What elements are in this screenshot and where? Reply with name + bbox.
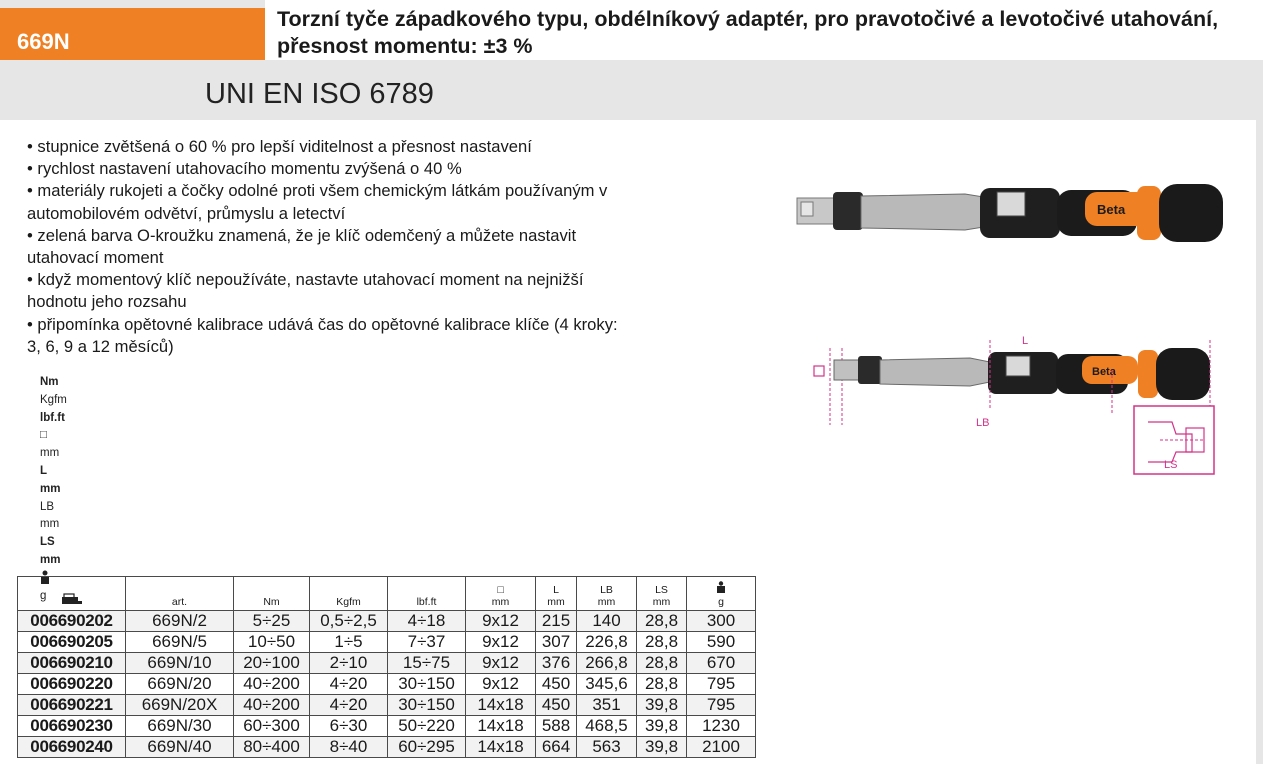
legend-weight-unit: g <box>40 589 47 602</box>
cell-torque-kgfm: 6÷30 <box>310 716 388 737</box>
legend-square-unit: mm <box>40 447 60 460</box>
feature-list <box>27 136 747 358</box>
cell-square-drive: 9x12 <box>466 632 536 653</box>
right-edge-strip <box>1256 0 1263 764</box>
legend-kgfm: Kgfm <box>40 393 67 406</box>
table-row <box>18 611 756 632</box>
legend-l-unit: mm <box>40 482 61 495</box>
cell-torque-kgfm: 1÷5 <box>310 632 388 653</box>
cell-length-l: 450 <box>536 695 577 716</box>
cell-torque-nm: 40÷200 <box>234 674 310 695</box>
cell-torque-nm: 60÷300 <box>234 716 310 737</box>
cell-torque-lbfft: 30÷150 <box>388 674 466 695</box>
legend-lbfft: lbf.ft <box>40 411 65 424</box>
header-l: L mm <box>536 577 577 611</box>
feature-line: utahovací moment <box>27 248 164 268</box>
legend-ls: LS <box>40 536 55 549</box>
feature-line: • zelená barva O-kroužku znamená, že je klíč odemčený a můžete nastavit <box>27 225 577 245</box>
cell-length-lb: 140 <box>577 611 637 632</box>
dimension-drawing <box>800 330 1220 480</box>
legend-ls-unit: mm <box>40 553 61 566</box>
cell-torque-kgfm: 2÷10 <box>310 653 388 674</box>
product-code: 669N <box>17 29 70 54</box>
cell-article: 669N/30 <box>126 716 234 737</box>
header-weight: g <box>687 577 756 611</box>
cell-square-drive: 9x12 <box>466 653 536 674</box>
cell-torque-kgfm: 4÷20 <box>310 695 388 716</box>
legend-square-icon: □ <box>40 429 47 442</box>
cell-torque-lbfft: 7÷37 <box>388 632 466 653</box>
cell-length-lb: 563 <box>577 737 637 758</box>
cell-product-code: 006690205 <box>18 632 126 653</box>
table-row <box>18 695 756 716</box>
feature-line: automobilovém odvětví, průmyslu a letectví <box>27 203 346 223</box>
product-title: Torzní tyče západkového typu, obdélníkový adaptér, pro pravotočivé a levotočivé utahování, přesnost momentu: ±3 % <box>277 7 1219 58</box>
dimension-label-l: L <box>1022 335 1029 347</box>
feature-line: • materiály rukojeti a čočky odolné proti všem chemickým látkám používaným v <box>27 181 608 201</box>
cell-article: 669N/10 <box>126 653 234 674</box>
cell-length-lb: 266,8 <box>577 653 637 674</box>
table-header-row <box>18 577 756 611</box>
cell-length-l: 215 <box>536 611 577 632</box>
cell-product-code: 006690230 <box>18 716 126 737</box>
title-box <box>265 0 1263 60</box>
dimension-label-lb: LB <box>976 417 990 429</box>
cell-product-code: 006690210 <box>18 653 126 674</box>
cell-length-ls: 28,8 <box>637 611 687 632</box>
cell-length-lb: 468,5 <box>577 716 637 737</box>
feature-line: 3, 6, 9 a 12 měsíců) <box>27 336 174 356</box>
cell-weight: 795 <box>687 695 756 716</box>
cell-length-l: 588 <box>536 716 577 737</box>
cell-torque-nm: 10÷50 <box>234 632 310 653</box>
product-code-box <box>0 8 265 60</box>
cell-length-ls: 28,8 <box>637 632 687 653</box>
cell-torque-nm: 5÷25 <box>234 611 310 632</box>
legend-lb-unit: mm <box>40 518 60 531</box>
header-lbfft: lbf.ft <box>388 577 466 611</box>
cell-length-lb: 351 <box>577 695 637 716</box>
cell-weight: 1230 <box>687 716 756 737</box>
table-row <box>18 737 756 758</box>
cell-article: 669N/20 <box>126 674 234 695</box>
header-article: art. <box>126 577 234 611</box>
table-row <box>18 632 756 653</box>
cell-length-l: 450 <box>536 674 577 695</box>
cell-article: 669N/40 <box>126 737 234 758</box>
feature-line: • rychlost nastavení utahovacího momentu zvýšená o 40 % <box>27 159 462 179</box>
cell-length-lb: 345,6 <box>577 674 637 695</box>
unit-legend <box>40 374 67 605</box>
cell-square-drive: 9x12 <box>466 674 536 695</box>
cell-torque-kgfm: 0,5÷2,5 <box>310 611 388 632</box>
header-square: □ mm <box>466 577 536 611</box>
cell-weight: 2100 <box>687 737 756 758</box>
legend-l: L <box>40 464 48 477</box>
cell-torque-lbfft: 30÷150 <box>388 695 466 716</box>
cell-torque-lbfft: 50÷220 <box>388 716 466 737</box>
cell-article: 669N/2 <box>126 611 234 632</box>
table-row <box>18 674 756 695</box>
torque-wrench-photo <box>785 160 1255 250</box>
cell-torque-nm: 20÷100 <box>234 653 310 674</box>
standard-label: UNI EN ISO 6789 <box>205 78 434 110</box>
cell-weight: 300 <box>687 611 756 632</box>
cell-length-l: 307 <box>536 632 577 653</box>
cell-torque-nm: 80÷400 <box>234 737 310 758</box>
cell-torque-lbfft: 4÷18 <box>388 611 466 632</box>
header-kgfm: Kgfm <box>310 577 388 611</box>
feature-line: • když momentový klíč nepoužíváte, nastavte utahovací moment na nejnižší <box>27 270 584 290</box>
cell-length-lb: 226,8 <box>577 632 637 653</box>
header-lb: LB mm <box>577 577 637 611</box>
cell-length-l: 664 <box>536 737 577 758</box>
cell-square-drive: 14x18 <box>466 737 536 758</box>
cell-torque-lbfft: 60÷295 <box>388 737 466 758</box>
cell-product-code: 006690221 <box>18 695 126 716</box>
cell-length-ls: 39,8 <box>637 737 687 758</box>
weight-icon <box>716 581 726 593</box>
header-ls: LS mm <box>637 577 687 611</box>
header-product-code <box>18 577 126 611</box>
cell-square-drive: 14x18 <box>466 695 536 716</box>
cell-length-ls: 28,8 <box>637 674 687 695</box>
cell-square-drive: 14x18 <box>466 716 536 737</box>
header-nm: Nm <box>234 577 310 611</box>
cell-square-drive: 9x12 <box>466 611 536 632</box>
legend-lb: LB <box>40 500 55 513</box>
feature-line: • připomínka opětovné kalibrace udává čas do opětovné kalibrace klíče (4 kroky: <box>27 314 618 334</box>
feature-line: • stupnice zvětšená o 60 % pro lepší viditelnost a přesnost nastavení <box>27 137 532 156</box>
cell-torque-kgfm: 8÷40 <box>310 737 388 758</box>
cell-torque-nm: 40÷200 <box>234 695 310 716</box>
cell-torque-lbfft: 15÷75 <box>388 653 466 674</box>
table-row <box>18 653 756 674</box>
cell-product-code: 006690220 <box>18 674 126 695</box>
cell-weight: 795 <box>687 674 756 695</box>
cell-article: 669N/20X <box>126 695 234 716</box>
cell-length-ls: 39,8 <box>637 695 687 716</box>
cell-weight: 670 <box>687 653 756 674</box>
brand-logo-drawing: Beta <box>1092 366 1116 378</box>
cell-product-code: 006690202 <box>18 611 126 632</box>
cell-length-ls: 39,8 <box>637 716 687 737</box>
dimension-label-ls: LS <box>1164 459 1178 471</box>
cell-torque-kgfm: 4÷20 <box>310 674 388 695</box>
cell-weight: 590 <box>687 632 756 653</box>
cell-length-l: 376 <box>536 653 577 674</box>
feature-line: hodnotu jeho rozsahu <box>27 292 187 312</box>
cell-article: 669N/5 <box>126 632 234 653</box>
cell-product-code: 006690240 <box>18 737 126 758</box>
table-row <box>18 716 756 737</box>
barcode-scanner-icon <box>61 593 83 605</box>
cell-length-ls: 28,8 <box>637 653 687 674</box>
spec-table <box>17 576 756 758</box>
brand-logo-top: Beta <box>1097 202 1126 217</box>
legend-nm: Nm <box>40 376 59 388</box>
